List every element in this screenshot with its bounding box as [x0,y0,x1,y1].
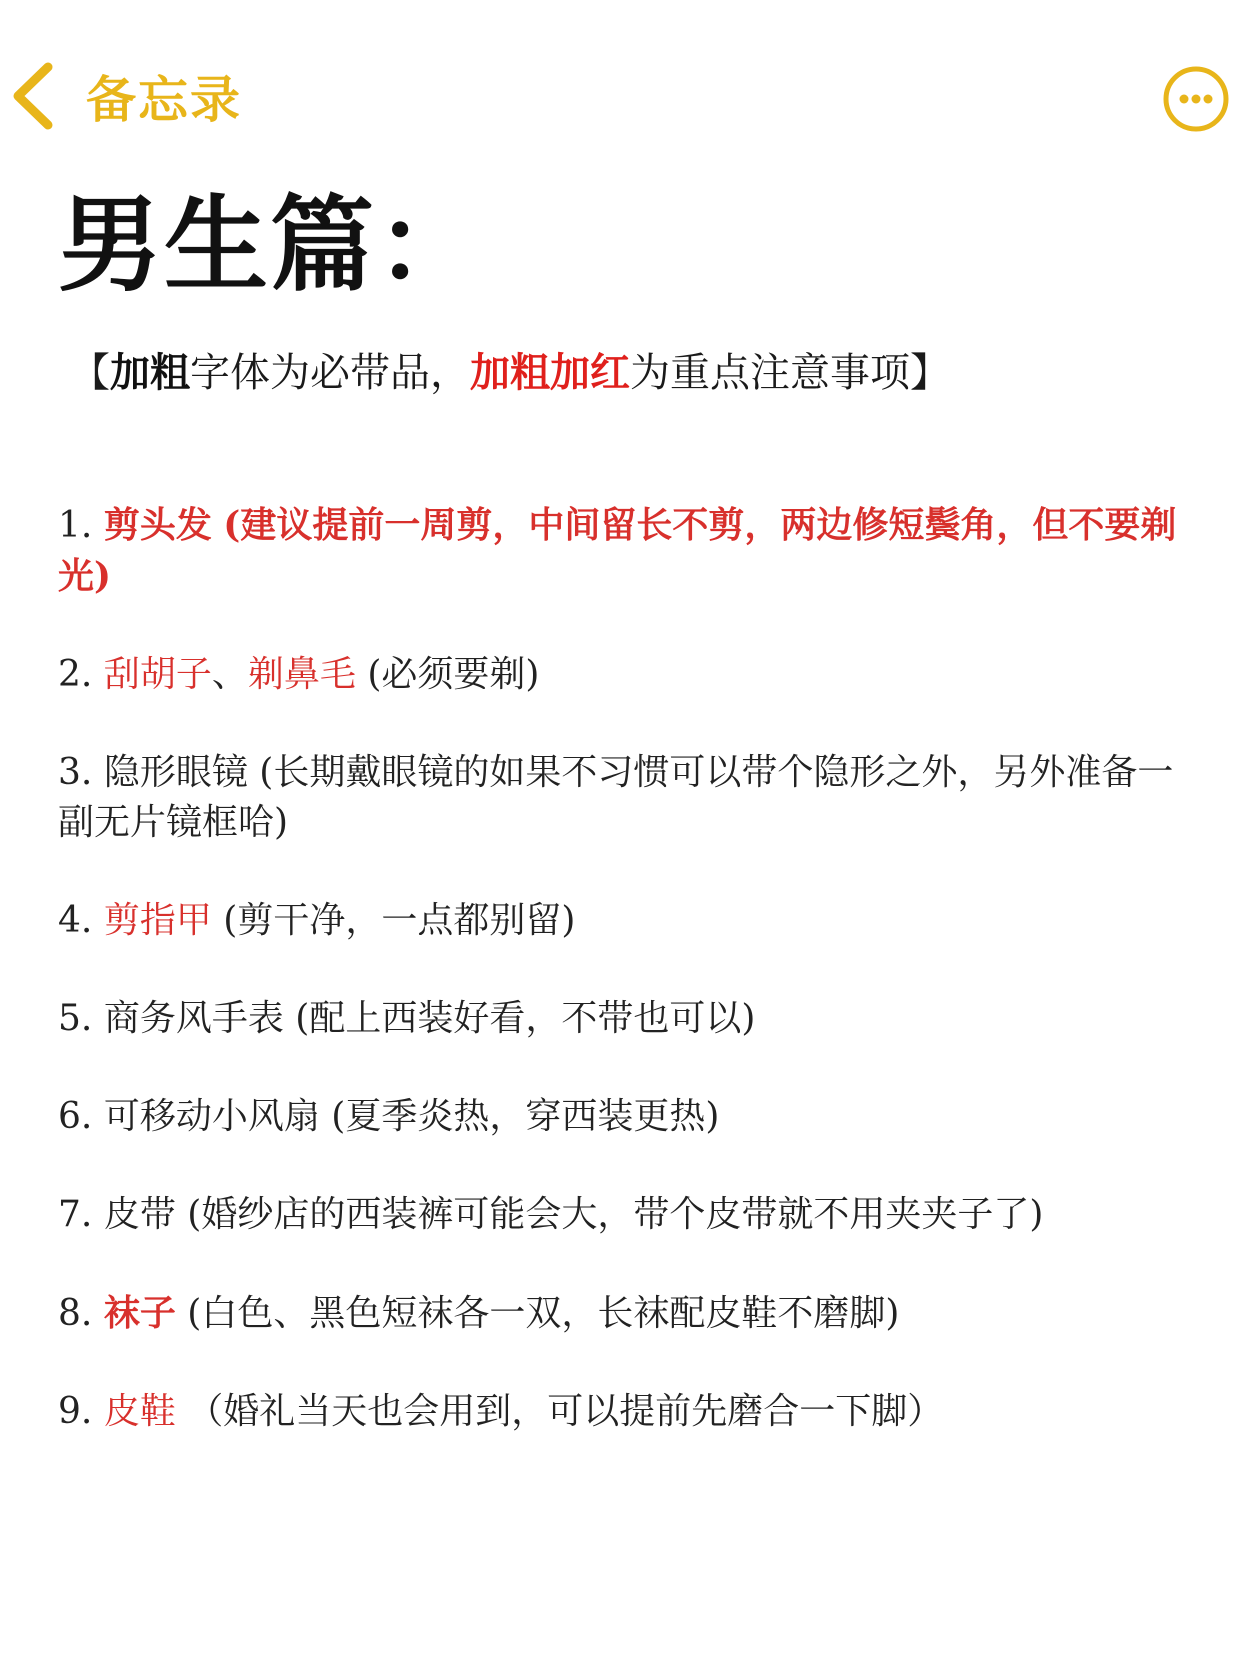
item-number: 8. [58,1293,93,1334]
note-title: 男生篇： [58,183,483,306]
item-number: 3. [58,752,93,793]
item-number: 4. [58,900,93,941]
item-separator: 、 [211,654,248,695]
item-note: (配上西装好看，不带也可以) [295,998,756,1039]
list-item-3 [58,748,1188,848]
item-number: 1. [58,505,93,546]
list-item-7 [58,1190,1188,1240]
list-item-1 [58,500,1188,602]
item-note: (建议提前一周剪，中间留长不剪，两边修短鬓角，但不要剃光) [58,504,1177,597]
back-label: 备忘录 [86,71,242,129]
item-name: 可移动小风扇 [103,1096,320,1137]
item-name: 剃鼻毛 [247,654,356,695]
item-name: 剪指甲 [103,900,212,941]
more-button[interactable] [1162,65,1230,133]
item-note: (长期戴眼镜的如果不习惯可以带个隐形之外，另外准备一副无片镜框哈) [58,752,1174,843]
item-number: 2. [58,654,93,695]
item-name: 刮胡子 [103,654,212,695]
legend-mid-text: 字体为必带品， [190,350,470,396]
list-item-8 [58,1288,1188,1339]
item-note: (婚纱店的西装裤可能会大，带个皮带就不用夹夹子了) [187,1194,1044,1235]
list-item-5 [58,994,1188,1044]
item-note: (必须要剃) [367,654,540,695]
list-item-9 [58,1387,1188,1437]
item-note: (夏季炎热，穿西装更热) [331,1096,720,1137]
item-number: 5. [58,998,93,1039]
legend-line [70,345,950,401]
item-name: 袜子 [103,1292,176,1334]
item-name: 隐形眼镜 [103,752,248,793]
item-name: 商务风手表 [103,998,284,1039]
list-item-4 [58,896,1188,946]
legend-close-bracket: 】 [910,350,950,396]
chevron-left-icon [10,61,56,131]
navigation-bar [0,0,1242,190]
item-name: 皮带 [103,1194,176,1235]
legend-tail-text: 为重点注意事项 [630,350,910,396]
legend-red-term: 加粗加红 [470,350,630,396]
item-name: 剪头发 [103,504,212,546]
item-number: 6. [58,1096,93,1137]
item-name: 皮鞋 [103,1391,176,1432]
list-item-2 [58,650,1188,700]
back-button[interactable] [10,60,242,132]
more-icon [1162,65,1230,133]
legend-bold-term: 加粗 [110,350,190,396]
checklist [58,500,1188,1437]
item-number: 9. [58,1391,93,1432]
list-item-6 [58,1092,1188,1142]
item-note: (白色、黑色短袜各一双，长袜配皮鞋不磨脚) [187,1293,900,1334]
item-number: 7. [58,1194,93,1235]
item-note: (剪干净，一点都别留) [223,900,576,941]
legend-open-bracket: 【 [70,350,110,396]
item-note: （婚礼当天也会用到，可以提前先磨合一下脚） [187,1391,944,1432]
